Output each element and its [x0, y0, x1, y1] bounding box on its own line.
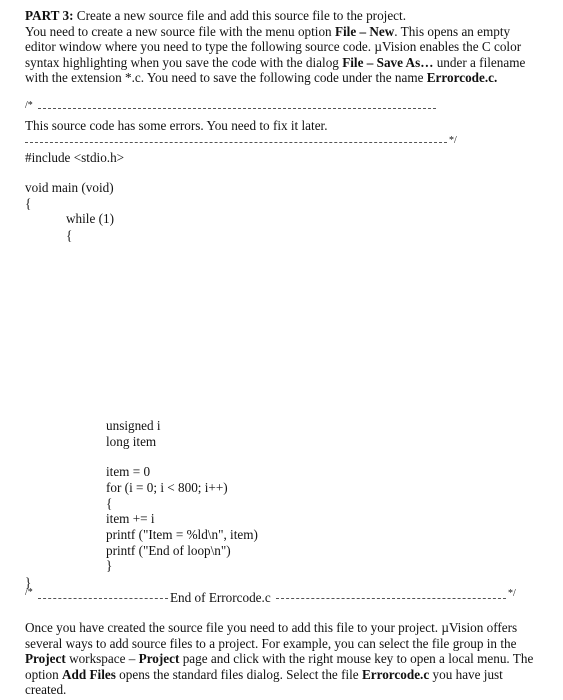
while-open-brace: {: [66, 228, 73, 243]
decl-long: long item: [106, 434, 157, 449]
for-close-brace: }: [106, 558, 113, 573]
intro-paragraph: PART 3: Create a new source file and add this source file to the project. You need to create a new source file with the menu option File – New. This opens an empty editor window where you need to type the following source code. µVision enables the C color syntax highlighting when you save the code with the dialog File – Save As… under a filename with the extension *.c. You need to save the following code under the name Errorcode.c.: [25, 8, 526, 86]
comment-text: This source code has some errors. You need to fix it later.: [25, 118, 328, 133]
end-comment-open: /*: [25, 587, 33, 598]
comment-rule-bottom: [25, 142, 447, 143]
include-line: #include <stdio.h>: [25, 150, 125, 165]
end-rule-right: [276, 598, 506, 599]
part-title: Create a new source file and add this source file to the project.: [76, 8, 406, 23]
main-signature: void main (void): [25, 180, 114, 195]
item-assign: item = 0: [106, 464, 151, 479]
main-open-brace: {: [25, 196, 32, 211]
end-comment-close: */: [508, 588, 516, 599]
for-open-brace: {: [106, 496, 113, 511]
printf-item: printf ("Item = %ld\n", item): [106, 527, 258, 542]
part-heading: PART 3:: [25, 8, 74, 23]
printf-end: printf ("End of loop\n"): [106, 543, 231, 558]
comment-open: /*: [25, 100, 33, 111]
closing-paragraph: Once you have created the source file you need to add this file to your project. µVision offers several ways to add source files to a project. For example, you can select the file group in the Project workspace – Project page and click with the right mouse key to open a local menu. The option Add Files opens the standard files dialog. Select the file Errorcode.c you have just created.: [25, 620, 534, 698]
comment-close: */: [449, 135, 457, 146]
end-label: End of Errorcode.c: [170, 590, 271, 605]
while-line: while (1): [66, 211, 114, 226]
main-close-brace: }: [25, 575, 32, 590]
item-add: item += i: [106, 511, 155, 526]
end-rule-left: [38, 598, 168, 599]
comment-rule-top: [38, 108, 436, 109]
for-line: for (i = 0; i < 800; i++): [106, 480, 228, 495]
decl-unsigned: unsigned i: [106, 418, 161, 433]
